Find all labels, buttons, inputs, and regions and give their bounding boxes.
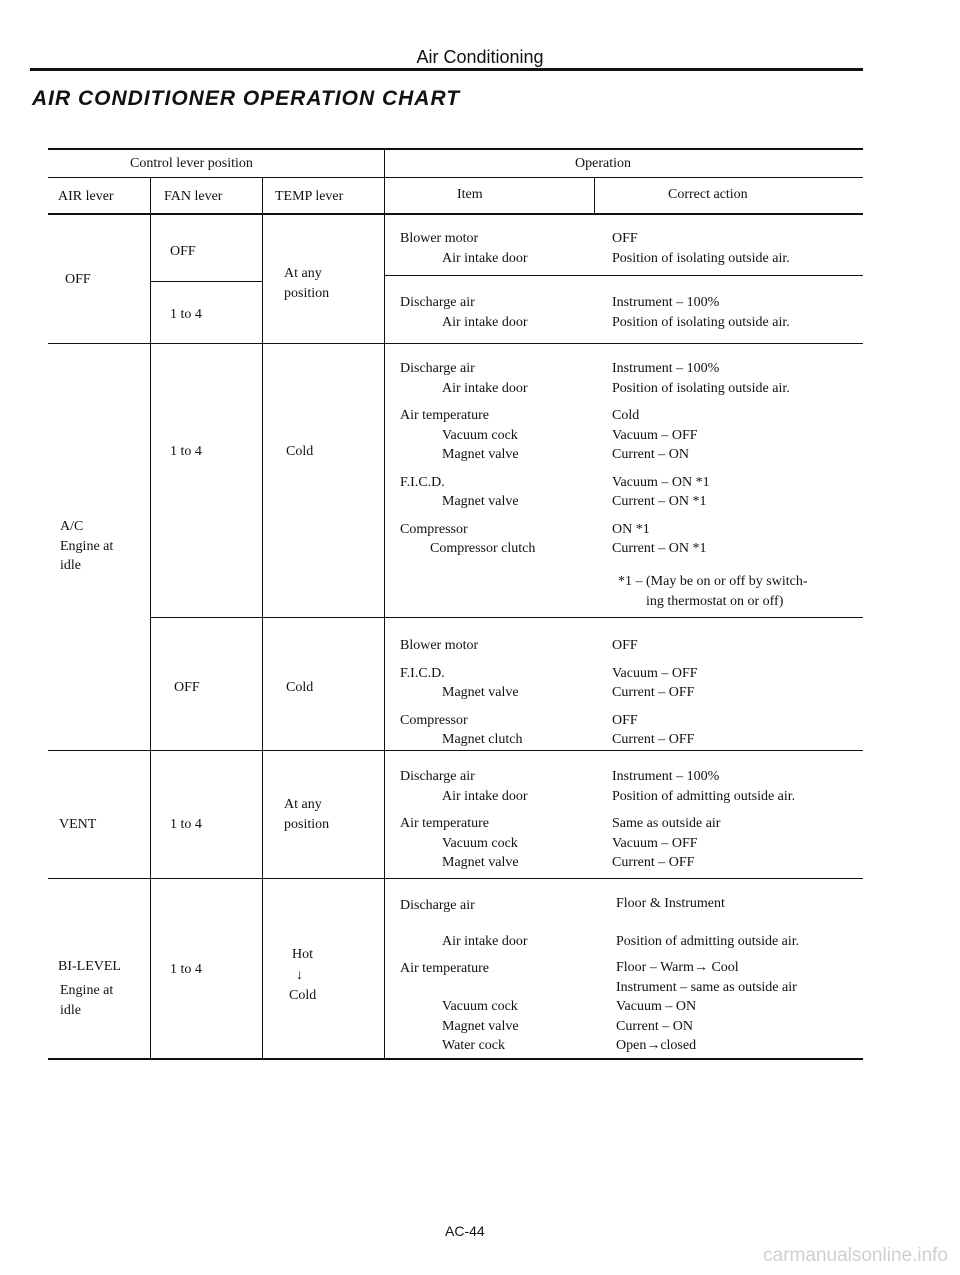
r4-action-1: Position of admitting outside air.: [616, 934, 800, 949]
col-header-fan: FAN lever: [164, 189, 223, 204]
r3-air-lever: VENT: [59, 817, 97, 832]
r4-temp-cold: Cold: [289, 988, 317, 1003]
r2-temp-a: Cold: [286, 444, 314, 459]
r4-action-0: Floor & Instrument: [616, 896, 725, 911]
r4-item-discharge: Discharge air: [400, 898, 475, 913]
r1-inner-rule-fan: [150, 281, 262, 282]
r4-item-airtemp: Air temperature: [400, 961, 490, 976]
r4-temp-hot: Hot: [292, 947, 313, 962]
page-title: AIR CONDITIONER OPERATION CHART: [32, 87, 461, 110]
group-header-operation: Operation: [575, 156, 631, 171]
r4-temp-arrow: ↓: [296, 968, 303, 983]
r3-temp: At any position: [284, 797, 330, 832]
r4-air-sub: Engine at idle: [60, 983, 114, 1018]
col-header-item: Item: [457, 187, 483, 202]
r2-air-lever: A/C Engine at idle: [60, 519, 114, 573]
r2-footnote: *1 – (May be on or off by switch- ing thermostat on or off): [618, 574, 808, 609]
r1-temp: At any position: [284, 266, 330, 301]
r2-temp-b: Cold: [286, 680, 314, 695]
table-bottom-rule: [48, 1058, 863, 1060]
r2-actions-a: Instrument – 100% Position of isolating outside air. Cold Vacuum – OFF Current – ON Vacuum – ON *1 Current – ON *1 ON *1 Current – ON *1: [612, 361, 790, 556]
r4-items-valves: Vacuum cock Magnet valve Water cock: [442, 999, 519, 1053]
r4-item-intake: Air intake door: [442, 934, 528, 949]
group-header-control: Control lever position: [130, 156, 253, 171]
r2-inner-rule: [150, 617, 863, 618]
watermark: carmanualsonline.info: [763, 1245, 948, 1266]
r1-items-a: Blower motor Air intake door: [400, 231, 528, 266]
header-rule: [30, 68, 863, 71]
col-header-air: AIR lever: [58, 189, 114, 204]
header-bottom-rule: [48, 213, 863, 215]
r2-items-a: Discharge air Air intake door Air temperature Vacuum cock Magnet valve F.I.C.D. Magnet valve Compressor Compressor clutch: [400, 361, 536, 556]
r1-fan-range: 1 to 4: [170, 307, 202, 322]
col-rule-fan-temp: [262, 178, 263, 1059]
r2-fan-a: 1 to 4: [170, 444, 202, 459]
r1-air-lever: OFF: [65, 272, 91, 287]
row-rule-1: [48, 343, 863, 344]
r4-fan: 1 to 4: [170, 962, 202, 977]
col-rule-air-fan: [150, 178, 151, 1059]
r3-fan: 1 to 4: [170, 817, 202, 832]
r4-air-lever: BI-LEVEL: [58, 959, 121, 974]
col-header-temp: TEMP lever: [275, 189, 344, 204]
r1-fan-off: OFF: [170, 244, 196, 259]
r4-actions-rest: Floor – Warm→ Cool Instrument – same as outside air Vacuum – ON Current – ON Open→closed: [616, 960, 797, 1053]
section-header: Air Conditioning: [416, 47, 544, 67]
r1-actions-a: OFF Position of isolating outside air.: [612, 231, 790, 266]
col-rule-item-action: [594, 178, 595, 214]
r1-actions-b: Instrument – 100% Position of isolating outside air.: [612, 295, 790, 330]
col-header-action: Correct action: [668, 187, 748, 202]
r2-actions-b: OFF Vacuum – OFF Current – OFF OFF Current – OFF: [612, 638, 698, 747]
r1-inner-rule-op: [384, 275, 863, 276]
row-rule-3: [48, 878, 863, 879]
r3-actions: Instrument – 100% Position of admitting outside air. Same as outside air Vacuum – OFF Current – OFF: [612, 769, 796, 870]
row-rule-2: [48, 750, 863, 751]
r2-fan-b: OFF: [174, 680, 200, 695]
r3-items: Discharge air Air intake door Air temperature Vacuum cock Magnet valve: [400, 769, 528, 870]
group-rule: [48, 177, 863, 178]
r1-items-b: Discharge air Air intake door: [400, 295, 528, 330]
table-top-rule: [48, 148, 863, 150]
page-number: AC-44: [445, 1223, 485, 1239]
r2-items-b: Blower motor F.I.C.D. Magnet valve Compressor Magnet clutch: [400, 638, 523, 747]
col-rule-control-op: [384, 148, 385, 1059]
